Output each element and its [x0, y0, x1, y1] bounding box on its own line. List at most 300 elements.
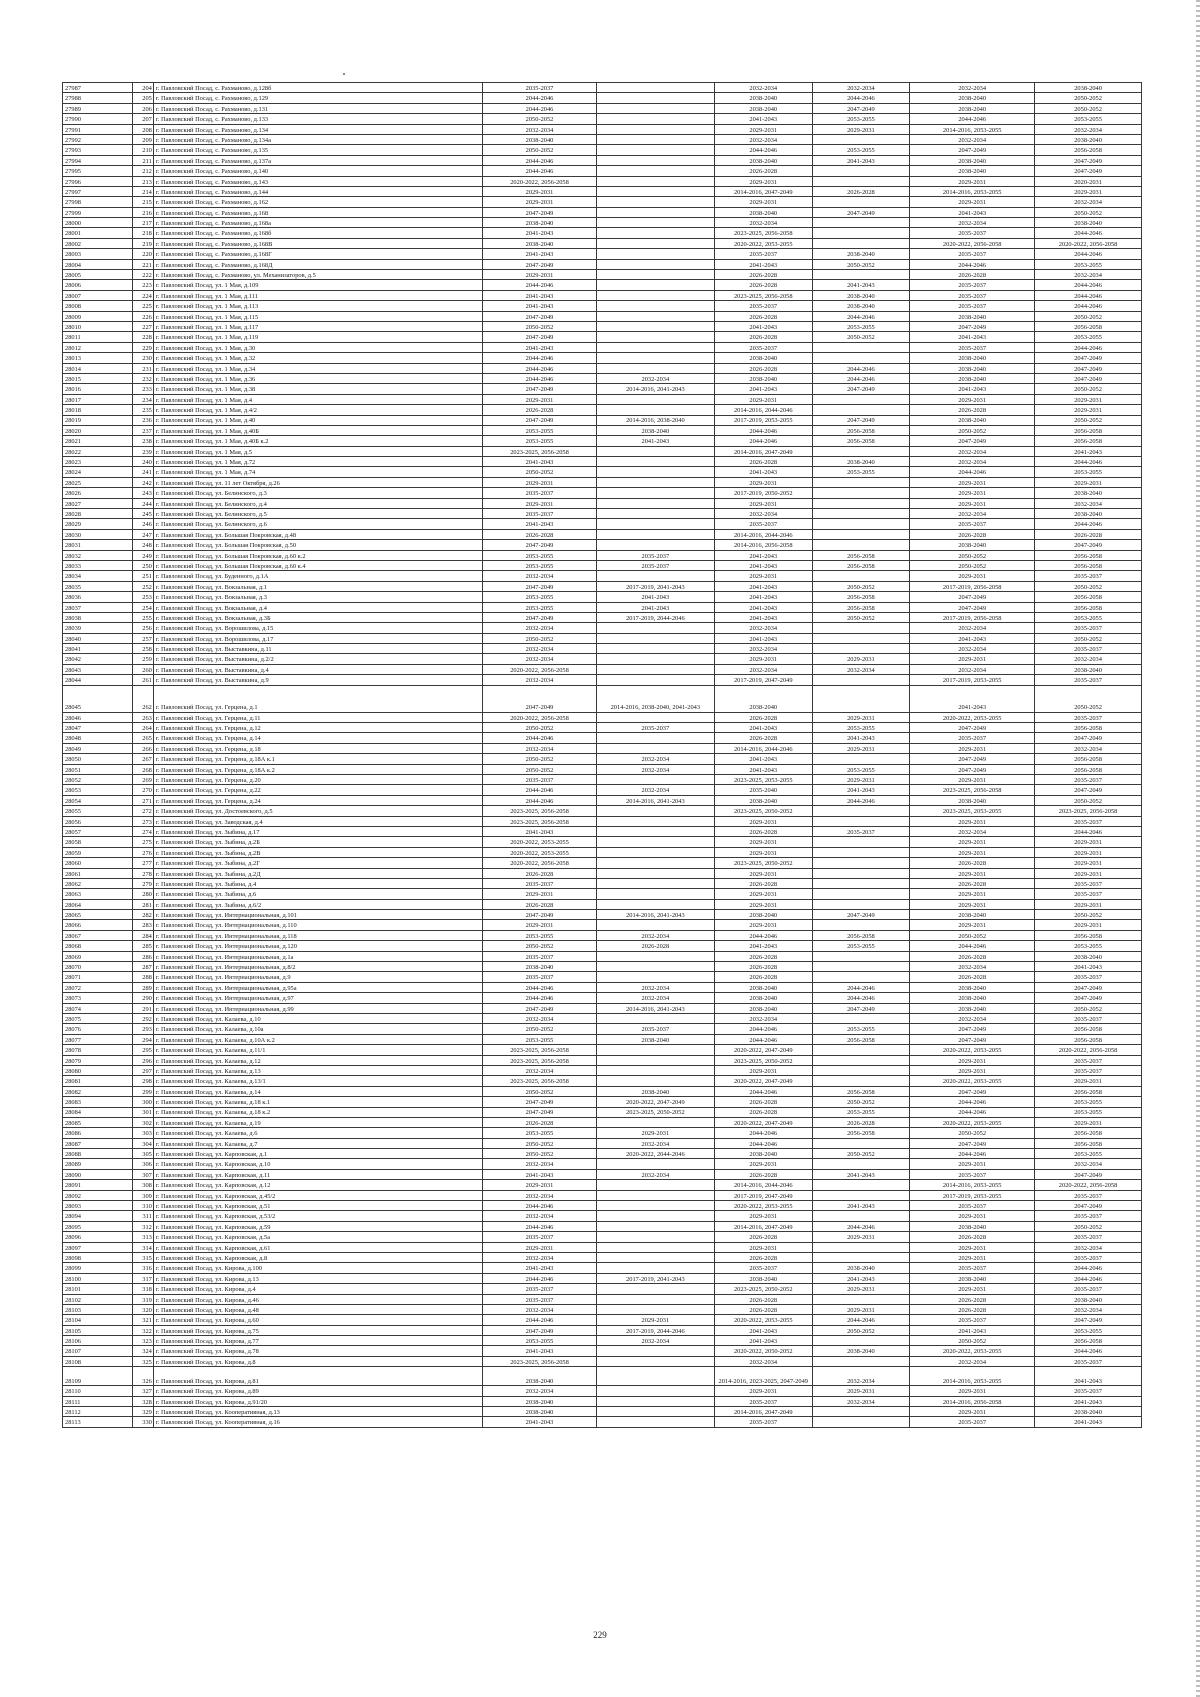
- table-row: [63, 951, 1142, 961]
- period-cell-5: 2032-2034: [910, 218, 1035, 228]
- period-cell-6: 2038-2040: [1035, 664, 1142, 674]
- row-number-cell: 228: [133, 332, 153, 342]
- row-number-cell: 329: [133, 1407, 153, 1417]
- record-id-cell: 28067: [63, 930, 133, 940]
- period-cell-4: 2044-2046: [812, 1315, 910, 1325]
- address-cell: г. Павловский Посад, с. Рахманово, д.133: [153, 114, 482, 124]
- table-row: [63, 238, 1142, 248]
- period-cell-4: 2038-2040: [812, 249, 910, 259]
- address-cell: г. Павловский Посад, ул. 1 Мая, д.40Б: [153, 425, 482, 435]
- period-cell-3: 2026-2028: [714, 878, 812, 888]
- address-cell: г. Павловский Посад, ул. 1 Мая, д.113: [153, 301, 482, 311]
- period-cell-2: [596, 1294, 714, 1304]
- period-cell-3: 2044-2046: [714, 1024, 812, 1034]
- record-id-cell: 27993: [63, 145, 133, 155]
- record-id-cell: 28019: [63, 415, 133, 425]
- period-cell-4: 2047-2049: [812, 415, 910, 425]
- period-cell-2: [596, 1117, 714, 1127]
- period-cell-5: 2032-2034: [910, 446, 1035, 456]
- row-number-cell: 292: [133, 1013, 153, 1023]
- period-cell-1: 2038-2040: [483, 134, 597, 144]
- period-cell-5: 2017-2019, 2053-2055: [910, 1190, 1035, 1200]
- table-row: [63, 1076, 1142, 1086]
- schedule-table: [62, 82, 1142, 1428]
- period-cell-2: 2035-2037: [596, 550, 714, 560]
- row-number-cell: 306: [133, 1159, 153, 1169]
- record-id-cell: 28078: [63, 1045, 133, 1055]
- period-cell-5: 2032-2034: [910, 509, 1035, 519]
- period-cell-5: 2017-2019, 2053-2055: [910, 675, 1035, 685]
- period-cell-3: 2029-2031: [714, 1065, 812, 1075]
- period-cell-3: 2029-2031: [714, 847, 812, 857]
- period-cell-2: [596, 1367, 714, 1386]
- period-cell-5: 2047-2049: [910, 436, 1035, 446]
- period-cell-2: 2041-2043: [596, 592, 714, 602]
- period-cell-6: 2047-2049: [1035, 1169, 1142, 1179]
- period-cell-6: 2032-2034: [1035, 498, 1142, 508]
- table-row: [63, 930, 1142, 940]
- period-cell-1: 2044-2046: [483, 363, 597, 373]
- row-number-cell: 206: [133, 103, 153, 113]
- period-cell-1: 2047-2049: [483, 332, 597, 342]
- record-id-cell: 28076: [63, 1024, 133, 1034]
- period-cell-1: 2032-2034: [483, 571, 597, 581]
- period-cell-4: 2029-2031: [812, 1386, 910, 1396]
- table-row: [63, 1045, 1142, 1055]
- record-id-cell: 28073: [63, 993, 133, 1003]
- period-cell-2: [596, 1263, 714, 1273]
- row-number-cell: 268: [133, 764, 153, 774]
- record-id-cell: 28035: [63, 581, 133, 591]
- address-cell: г. Павловский Посад, ул. Калаева, д.19: [153, 1117, 482, 1127]
- period-cell-2: 2032-2034: [596, 1336, 714, 1346]
- row-number-cell: 293: [133, 1024, 153, 1034]
- table-row: [63, 654, 1142, 664]
- address-cell: г. Павловский Посад, ул. Кирова, д.60: [153, 1315, 482, 1325]
- period-cell-6: 2050-2052: [1035, 581, 1142, 591]
- period-cell-1: 2023-2025, 2056-2058: [483, 1356, 597, 1366]
- period-cell-2: 2029-2031: [596, 1315, 714, 1325]
- address-cell: г. Павловский Посад, ул. Интернациональная, д.1а: [153, 951, 482, 961]
- period-cell-4: [812, 176, 910, 186]
- period-cell-2: 2026-2028: [596, 941, 714, 951]
- record-id-cell: 28085: [63, 1117, 133, 1127]
- table-row: [63, 519, 1142, 529]
- period-cell-1: 2035-2037: [483, 1232, 597, 1242]
- period-cell-3: 2014-2016, 2044-2046: [714, 529, 812, 539]
- period-cell-4: [812, 1417, 910, 1427]
- row-number-cell: 324: [133, 1346, 153, 1356]
- row-number-cell: 212: [133, 166, 153, 176]
- period-cell-3: 2032-2034: [714, 664, 812, 674]
- row-number-cell: 244: [133, 498, 153, 508]
- period-cell-5: 2020-2022, 2053-2055: [910, 712, 1035, 722]
- table-row: [63, 775, 1142, 785]
- address-cell: г. Павловский Посад, ул. Интернациональная, д.101: [153, 910, 482, 920]
- period-cell-6: 2020-2022, 2056-2058: [1035, 1045, 1142, 1055]
- table-row: [63, 1128, 1142, 1138]
- table-row: [63, 529, 1142, 539]
- address-cell: г. Павловский Посад, с. Рахманово, д.134: [153, 124, 482, 134]
- period-cell-6: 2032-2034: [1035, 270, 1142, 280]
- row-number-cell: 235: [133, 405, 153, 415]
- record-id-cell: 27989: [63, 103, 133, 113]
- period-cell-3: 2020-2022, 2050-2052: [714, 1346, 812, 1356]
- period-cell-4: [812, 353, 910, 363]
- period-cell-2: [596, 467, 714, 477]
- row-number-cell: 271: [133, 795, 153, 805]
- row-number-cell: 214: [133, 186, 153, 196]
- period-cell-5: 2035-2037: [910, 280, 1035, 290]
- address-cell: г. Павловский Посад, ул. Вокзальная, д.4: [153, 602, 482, 612]
- table-row: [63, 754, 1142, 764]
- record-id-cell: 28004: [63, 259, 133, 269]
- period-cell-3: 2026-2028: [714, 962, 812, 972]
- period-cell-3: 2029-2031: [714, 1211, 812, 1221]
- period-cell-6: 2044-2046: [1035, 457, 1142, 467]
- period-cell-6: 2053-2055: [1035, 1149, 1142, 1159]
- period-cell-6: 2056-2058: [1035, 560, 1142, 570]
- row-number-cell: 323: [133, 1336, 153, 1346]
- record-id-cell: 28015: [63, 373, 133, 383]
- address-cell: г. Павловский Посад, ул. Калаева, д.10: [153, 1013, 482, 1023]
- period-cell-5: 2029-2031: [910, 477, 1035, 487]
- address-cell: г. Павловский Посад, ул. Интернациональная, д.9: [153, 972, 482, 982]
- record-id-cell: 27988: [63, 93, 133, 103]
- address-cell: г. Павловский Посад, ул. Кирова, д.89: [153, 1386, 482, 1396]
- period-cell-6: 2050-2052: [1035, 384, 1142, 394]
- table-row: [63, 176, 1142, 186]
- row-number-cell: 233: [133, 384, 153, 394]
- record-id-cell: 28095: [63, 1221, 133, 1231]
- row-number-cell: 249: [133, 550, 153, 560]
- period-cell-1: 2053-2055: [483, 930, 597, 940]
- address-cell: г. Павловский Посад, ул. 1 Мая, д.74: [153, 467, 482, 477]
- period-cell-6: 2035-2037: [1035, 571, 1142, 581]
- address-cell: г. Павловский Посад, ул. Ворошилова, д.15: [153, 623, 482, 633]
- table-row: [63, 498, 1142, 508]
- row-number-cell: 208: [133, 124, 153, 134]
- period-cell-1: 2029-2031: [483, 889, 597, 899]
- period-cell-3: 2041-2043: [714, 384, 812, 394]
- row-number-cell: 299: [133, 1086, 153, 1096]
- period-cell-1: 2047-2049: [483, 1097, 597, 1107]
- period-cell-5: 2032-2034: [910, 664, 1035, 674]
- address-cell: г. Павловский Посад, ул. Кооперативная, д.13: [153, 1407, 482, 1417]
- period-cell-5: 2029-2031: [910, 775, 1035, 785]
- period-cell-1: 2050-2052: [483, 145, 597, 155]
- period-cell-1: 2035-2037: [483, 951, 597, 961]
- period-cell-4: 2032-2034: [812, 83, 910, 93]
- period-cell-1: 2053-2055: [483, 550, 597, 560]
- period-cell-3: 2038-2040: [714, 353, 812, 363]
- period-cell-4: [812, 1190, 910, 1200]
- period-cell-4: 2032-2034: [812, 664, 910, 674]
- record-id-cell: 28106: [63, 1336, 133, 1346]
- table-row: [63, 540, 1142, 550]
- period-cell-5: 2029-2031: [910, 868, 1035, 878]
- table-row: [63, 467, 1142, 477]
- period-cell-1: 2047-2049: [483, 384, 597, 394]
- record-id-cell: 28099: [63, 1263, 133, 1273]
- address-cell: г. Павловский Посад, ул. Калаева, д.6: [153, 1128, 482, 1138]
- period-cell-4: [812, 405, 910, 415]
- row-number-cell: 318: [133, 1284, 153, 1294]
- period-cell-1: 2050-2052: [483, 1086, 597, 1096]
- table-row: [63, 425, 1142, 435]
- period-cell-2: [596, 806, 714, 816]
- period-cell-2: 2020-2022, 2047-2049: [596, 1097, 714, 1107]
- period-cell-4: 2050-2052: [812, 332, 910, 342]
- table-row: [63, 218, 1142, 228]
- period-cell-3: 2029-2031: [714, 654, 812, 664]
- period-cell-1: 2029-2031: [483, 270, 597, 280]
- period-cell-2: [596, 321, 714, 331]
- period-cell-2: [596, 878, 714, 888]
- table-row: [63, 405, 1142, 415]
- table-row: [63, 764, 1142, 774]
- row-number-cell: 327: [133, 1386, 153, 1396]
- row-number-cell: 209: [133, 134, 153, 144]
- row-number-cell: 217: [133, 218, 153, 228]
- period-cell-1: 2041-2043: [483, 290, 597, 300]
- table-row: [63, 145, 1142, 155]
- table-row: [63, 207, 1142, 217]
- table-row: [63, 1263, 1142, 1273]
- period-cell-4: 2026-2028: [812, 1117, 910, 1127]
- table-row: [63, 1097, 1142, 1107]
- period-cell-2: [596, 826, 714, 836]
- row-number-cell: 240: [133, 457, 153, 467]
- period-cell-4: 2050-2052: [812, 581, 910, 591]
- address-cell: г. Павловский Посад, ул. Большая Покровская, д.50: [153, 540, 482, 550]
- period-cell-6: 2044-2046: [1035, 826, 1142, 836]
- row-number-cell: 330: [133, 1417, 153, 1427]
- table-row: [63, 1055, 1142, 1065]
- period-cell-4: 2029-2031: [812, 712, 910, 722]
- period-cell-4: [812, 197, 910, 207]
- row-number-cell: 230: [133, 353, 153, 363]
- period-cell-1: 2035-2037: [483, 878, 597, 888]
- period-cell-1: 2050-2052: [483, 467, 597, 477]
- period-cell-3: 2029-2031: [714, 394, 812, 404]
- record-id-cell: 28101: [63, 1284, 133, 1294]
- row-number-cell: 275: [133, 837, 153, 847]
- period-cell-2: [596, 363, 714, 373]
- period-cell-1: 2023-2025, 2056-2058: [483, 1045, 597, 1055]
- record-id-cell: 28089: [63, 1159, 133, 1169]
- period-cell-1: 2050-2052: [483, 1149, 597, 1159]
- period-cell-3: 2041-2043: [714, 941, 812, 951]
- period-cell-2: 2032-2034: [596, 982, 714, 992]
- period-cell-5: 2041-2043: [910, 332, 1035, 342]
- period-cell-5: 2020-2022, 2053-2055: [910, 1346, 1035, 1356]
- record-id-cell: 28080: [63, 1065, 133, 1075]
- period-cell-6: 2038-2040: [1035, 488, 1142, 498]
- period-cell-4: 2056-2058: [812, 1086, 910, 1096]
- table-row: [63, 249, 1142, 259]
- row-number-cell: 267: [133, 754, 153, 764]
- address-cell: г. Павловский Посад, ул. 1 Мая, д.40Б к.2: [153, 436, 482, 446]
- period-cell-5: 2029-2031: [910, 889, 1035, 899]
- period-cell-2: [596, 1346, 714, 1356]
- period-cell-6: 2053-2055: [1035, 1097, 1142, 1107]
- record-id-cell: 28082: [63, 1086, 133, 1096]
- period-cell-4: 2050-2052: [812, 612, 910, 622]
- period-cell-6: 2053-2055: [1035, 612, 1142, 622]
- period-cell-4: 2029-2031: [812, 1232, 910, 1242]
- period-cell-3: 2029-2031: [714, 837, 812, 847]
- period-cell-4: 2053-2055: [812, 764, 910, 774]
- address-cell: г. Павловский Посад, ул. 1 Мая, д.117: [153, 321, 482, 331]
- period-cell-3: 2026-2028: [714, 1304, 812, 1314]
- period-cell-3: 2026-2028: [714, 1232, 812, 1242]
- table-row: [63, 910, 1142, 920]
- address-cell: г. Павловский Посад, ул. Калаева, д.14: [153, 1086, 482, 1096]
- address-cell: г. Павловский Посад, ул. Зыбина, д.2В: [153, 847, 482, 857]
- period-cell-4: [812, 238, 910, 248]
- period-cell-1: 2035-2037: [483, 488, 597, 498]
- period-cell-2: [596, 633, 714, 643]
- period-cell-5: 2032-2034: [910, 1013, 1035, 1023]
- record-id-cell: 28060: [63, 858, 133, 868]
- period-cell-3: 2029-2031: [714, 816, 812, 826]
- table-row: [63, 384, 1142, 394]
- period-cell-3: 2041-2043: [714, 467, 812, 477]
- period-cell-2: [596, 1242, 714, 1252]
- period-cell-3: 2026-2028: [714, 972, 812, 982]
- record-id-cell: 28025: [63, 477, 133, 487]
- row-number-cell: 315: [133, 1252, 153, 1262]
- table-row: [63, 1221, 1142, 1231]
- period-cell-5: 2047-2049: [910, 145, 1035, 155]
- period-cell-6: 2044-2046: [1035, 1273, 1142, 1283]
- period-cell-6: 2056-2058: [1035, 602, 1142, 612]
- address-cell: г. Павловский Посад, ул. Зыбина, д.6/2: [153, 899, 482, 909]
- address-cell: г. Павловский Посад, ул. Карповская, д.59: [153, 1221, 482, 1231]
- period-cell-3: 2041-2043: [714, 560, 812, 570]
- period-cell-2: [596, 1356, 714, 1366]
- period-cell-1: 2032-2034: [483, 1304, 597, 1314]
- period-cell-6: 2032-2034: [1035, 743, 1142, 753]
- period-cell-2: [596, 540, 714, 550]
- period-cell-1: 2047-2049: [483, 685, 597, 712]
- period-cell-1: 2050-2052: [483, 723, 597, 733]
- period-cell-2: [596, 1396, 714, 1406]
- row-number-cell: 270: [133, 785, 153, 795]
- period-cell-5: 2044-2046: [910, 1149, 1035, 1159]
- period-cell-2: 2014-2016, 2041-2043: [596, 795, 714, 805]
- period-cell-6: 2029-2031: [1035, 868, 1142, 878]
- period-cell-6: 2035-2037: [1035, 1013, 1142, 1023]
- address-cell: г. Павловский Посад, ул. Интернациональная, д.8/2: [153, 962, 482, 972]
- period-cell-5: 2035-2037: [910, 1263, 1035, 1273]
- period-cell-3: 2029-2031: [714, 176, 812, 186]
- period-cell-2: [596, 571, 714, 581]
- table-body: [63, 83, 1142, 1428]
- period-cell-1: 2047-2049: [483, 1003, 597, 1013]
- period-cell-3: 2026-2028: [714, 280, 812, 290]
- period-cell-3: 2029-2031: [714, 1159, 812, 1169]
- record-id-cell: 28113: [63, 1417, 133, 1427]
- period-cell-1: 2026-2028: [483, 405, 597, 415]
- table-row: [63, 1284, 1142, 1294]
- period-cell-6: 2038-2040: [1035, 1294, 1142, 1304]
- period-cell-1: 2023-2025, 2056-2058: [483, 806, 597, 816]
- row-number-cell: 304: [133, 1138, 153, 1148]
- period-cell-3: 2014-2016, 2047-2049: [714, 186, 812, 196]
- record-id-cell: 28086: [63, 1128, 133, 1138]
- address-cell: г. Павловский Посад, ул. 1 Мая, д.38: [153, 384, 482, 394]
- address-cell: г. Павловский Посад, ул. Зыбина, д.6: [153, 889, 482, 899]
- row-number-cell: 310: [133, 1201, 153, 1211]
- table-row: [63, 1117, 1142, 1127]
- period-cell-6: 2050-2052: [1035, 207, 1142, 217]
- period-cell-3: 2026-2028: [714, 1294, 812, 1304]
- period-cell-2: 2014-2016, 2038-2040, 2041-2043: [596, 685, 714, 712]
- row-number-cell: 239: [133, 446, 153, 456]
- period-cell-5: 2038-2040: [910, 982, 1035, 992]
- record-id-cell: 28039: [63, 623, 133, 633]
- row-number-cell: 241: [133, 467, 153, 477]
- record-id-cell: 28056: [63, 816, 133, 826]
- period-cell-4: [812, 633, 910, 643]
- period-cell-2: [596, 951, 714, 961]
- period-cell-6: 2047-2049: [1035, 155, 1142, 165]
- record-id-cell: 28110: [63, 1386, 133, 1396]
- period-cell-4: 2041-2043: [812, 1273, 910, 1283]
- period-cell-3: 2035-2037: [714, 519, 812, 529]
- period-cell-6: 2035-2037: [1035, 1232, 1142, 1242]
- record-id-cell: 28108: [63, 1356, 133, 1366]
- record-id-cell: 28105: [63, 1325, 133, 1335]
- period-cell-4: 2044-2046: [812, 1221, 910, 1231]
- period-cell-2: 2032-2034: [596, 764, 714, 774]
- period-cell-1: 2053-2055: [483, 436, 597, 446]
- period-cell-5: 2014-2016, 2053-2055: [910, 124, 1035, 134]
- period-cell-1: 2053-2055: [483, 1128, 597, 1138]
- period-cell-4: 2041-2043: [812, 733, 910, 743]
- period-cell-1: 2047-2049: [483, 540, 597, 550]
- period-cell-4: [812, 754, 910, 764]
- row-number-cell: 263: [133, 712, 153, 722]
- period-cell-4: 2032-2034: [812, 1367, 910, 1386]
- period-cell-6: 2050-2052: [1035, 1221, 1142, 1231]
- period-cell-5: 2029-2031: [910, 1055, 1035, 1065]
- period-cell-5: 2029-2031: [910, 743, 1035, 753]
- period-cell-2: [596, 816, 714, 826]
- record-id-cell: 28075: [63, 1013, 133, 1023]
- period-cell-4: [812, 806, 910, 816]
- period-cell-6: 2056-2058: [1035, 1024, 1142, 1034]
- period-cell-1: 2026-2028: [483, 1117, 597, 1127]
- period-cell-1: 2050-2052: [483, 1138, 597, 1148]
- period-cell-6: 2029-2031: [1035, 847, 1142, 857]
- period-cell-4: [812, 446, 910, 456]
- table-row: [63, 878, 1142, 888]
- period-cell-3: 2041-2043: [714, 612, 812, 622]
- period-cell-3: 2041-2043: [714, 723, 812, 733]
- period-cell-1: 2020-2022, 2056-2058: [483, 712, 597, 722]
- period-cell-1: 2050-2052: [483, 764, 597, 774]
- period-cell-4: [812, 837, 910, 847]
- period-cell-2: [596, 509, 714, 519]
- row-number-cell: 279: [133, 878, 153, 888]
- period-cell-3: 2032-2034: [714, 218, 812, 228]
- table-row: [63, 1034, 1142, 1044]
- period-cell-5: 2044-2046: [910, 1097, 1035, 1107]
- record-id-cell: 28084: [63, 1107, 133, 1117]
